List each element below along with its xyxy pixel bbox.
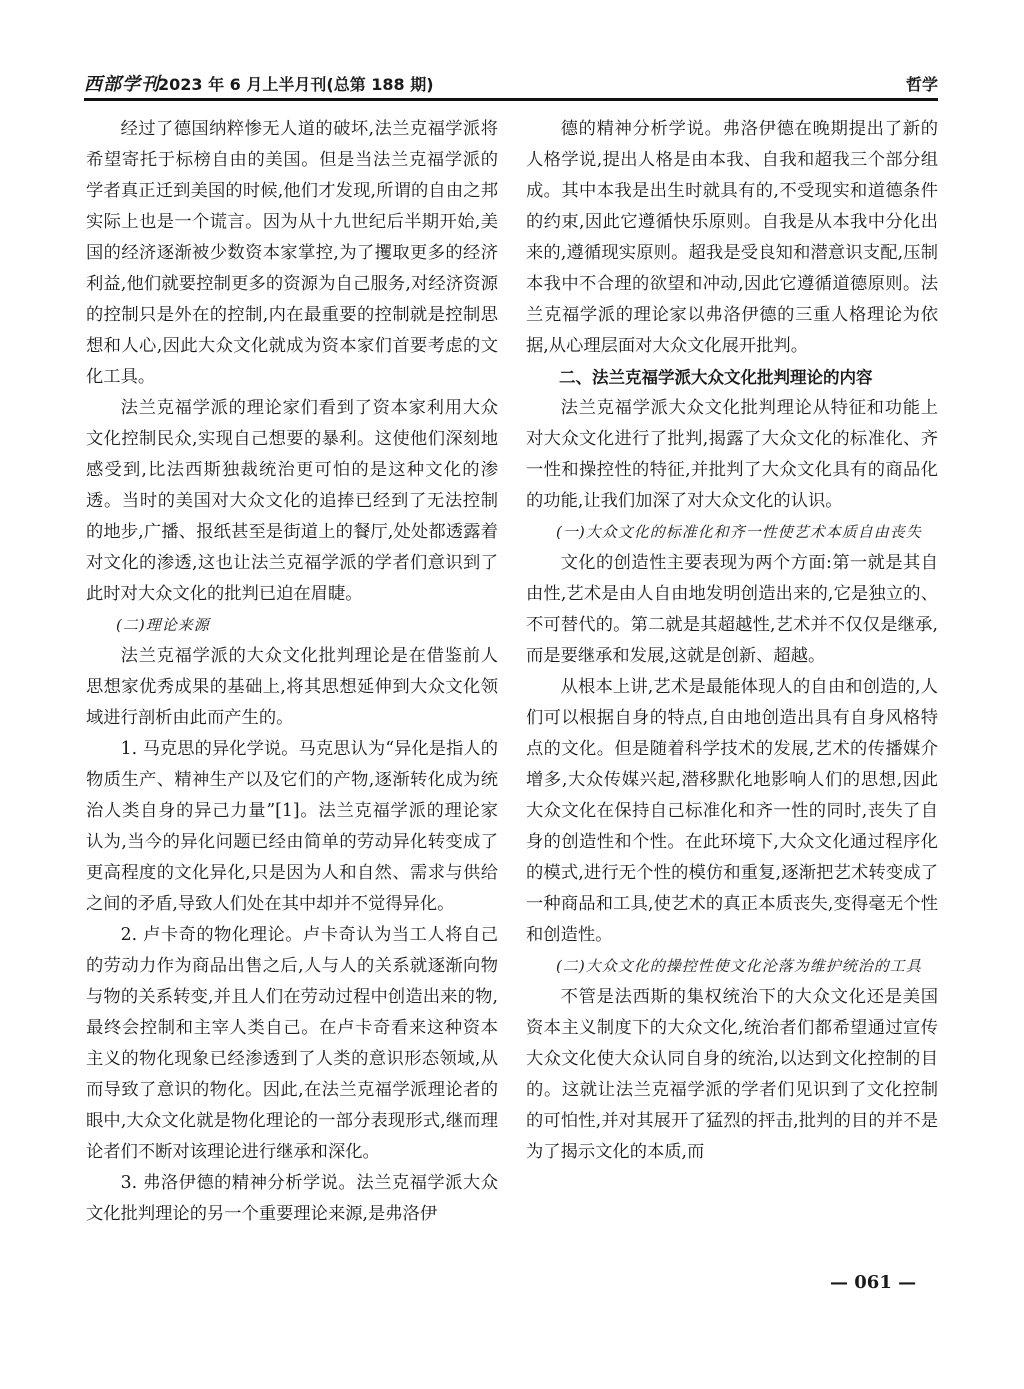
paragraph: 3. 弗洛伊德的精神分析学说。法兰克福学派大众文化批判理论的另一个重要理论来源,是弗洛伊 (86, 1173, 498, 1224)
paragraph: 经过了德国纳粹惨无人道的破坏,法兰克福学派将希望寄托于标榜自由的美国。但是当法兰克福学派的学者真正迁到美国的时候,他们才发现,所谓的自由之邦实际上也是一个谎言。因为从十九世纪后半期开始,美国的经济逐渐被少数资本家掌控,为了攫取更多的经济利益,他们就要控制更多的资源为自己服务,对经济资源的控制只是外在的控制,内在最重要的控制就是控制思想和人心,因此大众文化就成为资本家们首要考虑的文化工具。 (86, 119, 498, 387)
right-column (526, 114, 938, 1259)
paragraph: 1. 马克思的异化学说。马克思认为“异化是指人的物质生产、精神生产以及它们的产物,逐渐转化成为统治人类自身的异己力量”[1]。法兰克福学派的理论家认为,当今的异化问题已经由简单的劳动异化转变成了更高程度的文化异化,只是因为人和自然、需求与供给之间的矛盾,导致人们处在其中却并不觉得异化。 (86, 739, 498, 914)
paragraph: 文化的创造性主要表现为两个方面:第一就是其自由性,艺术是由人自由地发明创造出来的,它是独立的、不可替代的。第二就是其超越性,艺术并不仅仅是继承,而是要继承和发展,这就是创新、超越。 (526, 553, 938, 666)
paragraph: 德的精神分析学说。弗洛伊德在晚期提出了新的人格学说,提出人格是由本我、自我和超我三个部分组成。其中本我是出生时就具有的,不受现实和道德条件的约束,因此它遵循快乐原则。自我是从本我中分化出来的,遵循现实原则。超我是受良知和潜意识支配,压制本我中不合理的欲望和冲动,因此它遵循道德原则。法兰克福学派的理论家以弗洛伊德的三重人格理论为依据,从心理层面对大众文化展开批判。 (526, 119, 938, 356)
paragraph: 从根本上讲,艺术是最能体现人的自由和创造的,人们可以根据自身的特点,自由地创造出具有自身风格特点的文化。但是随着科学技术的发展,艺术的传播媒介增多,大众传媒兴起,潜移默化地影响人们的思想,因此大众文化在保持自己标准化和齐一性的同时,丧失了自身的创造性和个性。在此环境下,大众文化通过程序化的模式,进行无个性的模仿和重复,逐渐把艺术转变成了一种商品和工具,使艺术的真正本质丧失,变得毫无个性和创造性。 (526, 677, 938, 945)
paragraph: 法兰克福学派大众文化批判理论从特征和功能上对大众文化进行了批判,揭露了大众文化的标准化、齐一性和操控性的特征,并批判了大众文化具有的商品化的功能,让我们加深了对大众文化的认识。 (526, 398, 938, 511)
journal-logo: 西部学刊 (84, 74, 160, 95)
paragraph: 不管是法西斯的集权统治下的大众文化还是美国资本主义制度下的大众文化,统治者们都希望通过宣传大众文化使大众认同自身的统治,以达到文化控制的目的。这就让法兰克福学派的学者们见识到了文化控制的可怕性,并对其展开了猛烈的抨击,批判的目的并不是为了揭示文化的本质,而 (526, 987, 938, 1162)
section-label: 哲学 (905, 75, 938, 94)
paragraph: 法兰克福学派的理论家们看到了资本家利用大众文化控制民众,实现自己想要的暴利。这使他们深刻地感受到,比法西斯独裁统治更可怕的是这种文化的渗透。当时的美国对大众文化的追捧已经到了无法控制的地步,广播、报纸甚至是街道上的餐厅,处处都透露着对文化的渗透,这也让法兰克福学派的学者们意识到了此时对大众文化的批判已迫在眉睫。 (86, 398, 498, 604)
paragraph: 法兰克福学派的大众文化批判理论是在借鉴前人思想家优秀成果的基础上,将其思想延伸到大众文化领域进行剖析由此而产生的。 (86, 646, 498, 728)
section-heading: 二、法兰克福学派大众文化批判理论的内容 (559, 368, 873, 387)
paragraph: 2. 卢卡奇的物化理论。卢卡奇认为当工人将自己的劳动力作为商品出售之后,人与人的关系就逐渐向物与物的关系转变,并且人们在劳动过程中创造出来的物,最终会控制和主宰人类自己。在卢卡奇看来这种资本主义的物化现象已经渗透到了人类的意识形态领域,从而导致了意识的物化。因此,在法兰克福学派理论者的眼中,大众文化就是物化理论的一部分表现形式,继而理论者们不断对该理论进行继承和深化。 (86, 925, 498, 1162)
subsection-heading: (二)大众文化的操控性使文化沦落为维护统治的工具 (556, 957, 922, 975)
issue-info: 2023 年 6 月上半月刊(总第 188 期) (158, 75, 434, 94)
page-header (84, 68, 938, 101)
left-column (86, 114, 498, 1259)
page-number: — 061 — (830, 1272, 917, 1293)
subsection-heading: (一)大众文化的标准化和齐一性使艺术本质自由丧失 (556, 523, 922, 541)
subsection-heading: (二)理论来源 (116, 616, 210, 634)
